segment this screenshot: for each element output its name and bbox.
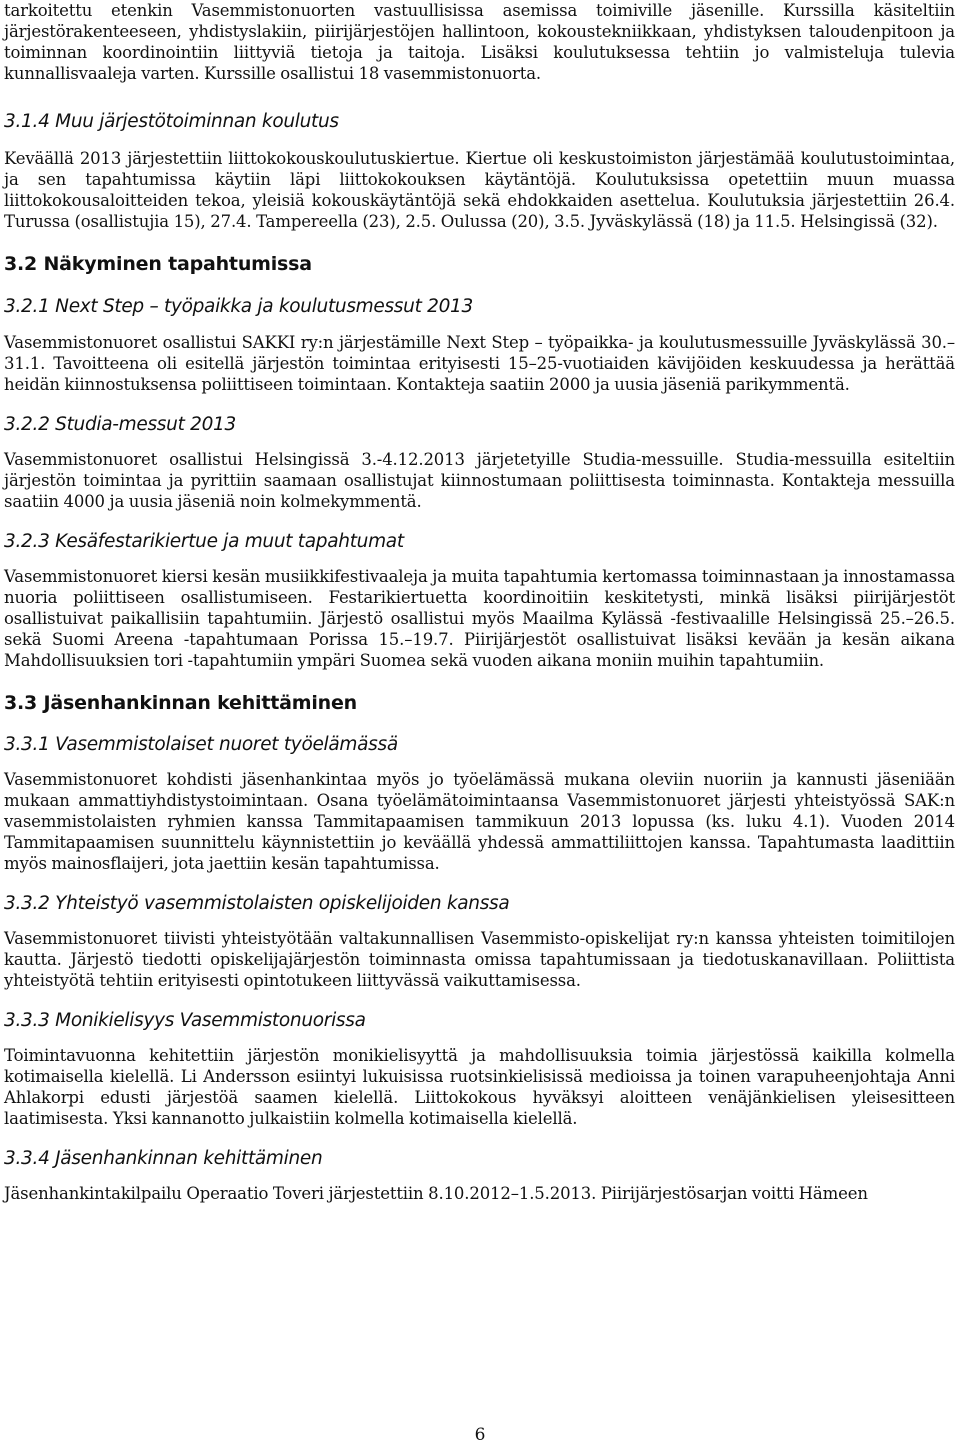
paragraph-3-3-1: Vasemmistonuoret kohdisti jäsenhankintaa myös jo työelämässä mukana oleviin nuoriin ja kannusti jäseniään mukaan ammattiyhdistystoimintaan. Osana työelämätoimintaansa Vasemmistonuoret järjesti yhteistyössä SAK:n vasemmistolaisten ryhmien kanssa Tammitapaamisen tammikuun 2013 lopussa (ks. luku 4.1). Vuoden 2014 Tammitapaamisen suunnittelu käynnistettiin jo keväällä yhdessä ammattiliittojen kanssa. Tapahtumasta laadittiin myös mainosflaijeri, jota jaettiin kesän tapahtumissa. (4, 770, 955, 873)
heading-3-3-1: 3.3.1 Vasemmistolaiset nuoret työelämässä (4, 734, 398, 755)
heading-3-2: 3.2 Näkyminen tapahtumissa (4, 253, 312, 275)
paragraph-3-1-4: Keväällä 2013 järjestettiin liittokokouskoulutuskiertue. Kiertue oli keskustoimiston järjestämää koulutustoimintaa, ja sen tapahtumissa käytiin läpi liittokokouksen käytäntöjä. Koulutuksissa opetettiin muun muassa liittokokousaloitteiden tekoa, yleisiä kokouskäytäntöjä sekä ehdokkaiden asettelua. Koulutuksia järjestettiin 26.4. Turussa (osallistujia 15), 27.4. Tampereella (23), 2.5. Oulussa (20), 3.5. Jyväskylässä (18) ja 11.5. Helsingissä (32). (4, 149, 955, 231)
page-content (4, 0, 955, 1204)
heading-3-1-4: 3.1.4 Muu järjestötoiminnan koulutus (4, 111, 339, 132)
paragraph-3-2-2: Vasemmistonuoret osallistui Helsingissä 3.-4.12.2013 järjetetyille Studia-messuille. Studia-messuilla esiteltiin järjestön toimintaa ja pyrittiin saamaan osallistujat kiinnostumaan poliittisesta toiminnasta. Kontakteja messuilla saatiin 4000 ja uusia jäseniä noin kolmekymmentä. (4, 450, 955, 511)
paragraph-3-3-2: Vasemmistonuoret tiivisti yhteistyötään valtakunnallisen Vasemmisto-opiskelijat ry:n kanssa yhteisten toimitilojen kautta. Järjestö tiedotti opiskelijajärjestön toiminnasta omissa tapahtumissaan ja tiedotuskanavillaan. Poliittista yhteistyötä tehtiin erityisesti opintotukeen liittyvässä vaikuttamisessa. (4, 929, 955, 990)
heading-3-3-3: 3.3.3 Monikielisyys Vasemmistonuorissa (4, 1010, 366, 1031)
paragraph-3-3-4: Jäsenhankintakilpailu Operaatio Toveri järjestettiin 8.10.2012–1.5.2013. Piirijärjestösarjan voitti Hämeen (4, 1184, 868, 1203)
heading-3-3-2: 3.3.2 Yhteistyö vasemmistolaisten opiskelijoiden kanssa (4, 893, 510, 914)
heading-3-2-2: 3.2.2 Studia-messut 2013 (4, 414, 236, 435)
heading-3-2-1: 3.2.1 Next Step – työpaikka ja koulutusmessut 2013 (4, 296, 473, 317)
intro-paragraph: tarkoitettu etenkin Vasemmistonuorten vastuullisissa asemissa toimiville jäsenille. Kurssilla käsiteltiin järjestörakenteeseen, yhdistyslakiin, piirijärjestöjen hallintoon, kokoustekniikkaan, yhdistyksen taloudenpitoon ja toiminnan koordinointiin liittyviä tietoja ja taitoja. Lisäksi koulutuksessa tehtiin jo valmisteluja tulevia kunnallisvaaleja varten. Kurssille osallistui 18 vasemmistonuorta. (4, 1, 955, 83)
paragraph-3-2-3: Vasemmistonuoret kiersi kesän musiikkifestivaaleja ja muita tapahtumia kertomassa toiminnastaan ja innostamassa nuoria poliittiseen osallistumiseen. Festarikiertuetta koordinoitiin keskitetysti, minkä lisäksi piirijärjestöt osallistuivat paikallisiin tapahtumiin. Järjestö osallistui myös Maailma Kylässä -festivaalille Helsingissä 25.–26.5. sekä Suomi Areena -tapahtumaan Porissa 15.–19.7. Piirijärjestöt osallistuivat lisäksi kevään ja kesän aikana Mahdollisuuksien tori -tapahtumiin ympäri Suomea sekä vuoden aikana moniin muihin tapahtumiin. (4, 567, 955, 670)
paragraph-3-3-3: Toimintavuonna kehitettiin järjestön monikielisyyttä ja mahdollisuuksia toimia järjestössä kaikilla kolmella kotimaisella kielellä. Li Andersson esiintyi lukuisissa ruotsinkielisissä medioissa ja toinen varapuheenjohtaja Anni Ahlakorpi edusti järjestöä saamen kielellä. Liittokokous hyväksyi aloitteen venäjänkielisen yleisesitteen laatimisesta. Yksi kannanotto julkaistiin kolmella kotimaisella kielellä. (4, 1046, 955, 1128)
heading-3-3: 3.3 Jäsenhankinnan kehittäminen (4, 692, 358, 714)
paragraph-3-2-1: Vasemmistonuoret osallistui SAKKI ry:n järjestämille Next Step – työpaikka- ja koulutusmessuille Jyväskylässä 30.–31.1. Tavoitteena oli esitellä järjestön toimintaa erityisesti 15–25-vuotiaiden kävijöiden keskuudessa ja herättää heidän kiinnostuksensa poliittiseen toimintaan. Kontakteja saatiin 2000 ja uusia jäseniä parikymmentä. (4, 333, 955, 394)
heading-3-2-3: 3.2.3 Kesäfestarikiertue ja muut tapahtumat (4, 531, 404, 552)
page-number: 6 (474, 1425, 486, 1445)
heading-3-3-4: 3.3.4 Jäsenhankinnan kehittäminen (4, 1148, 323, 1169)
